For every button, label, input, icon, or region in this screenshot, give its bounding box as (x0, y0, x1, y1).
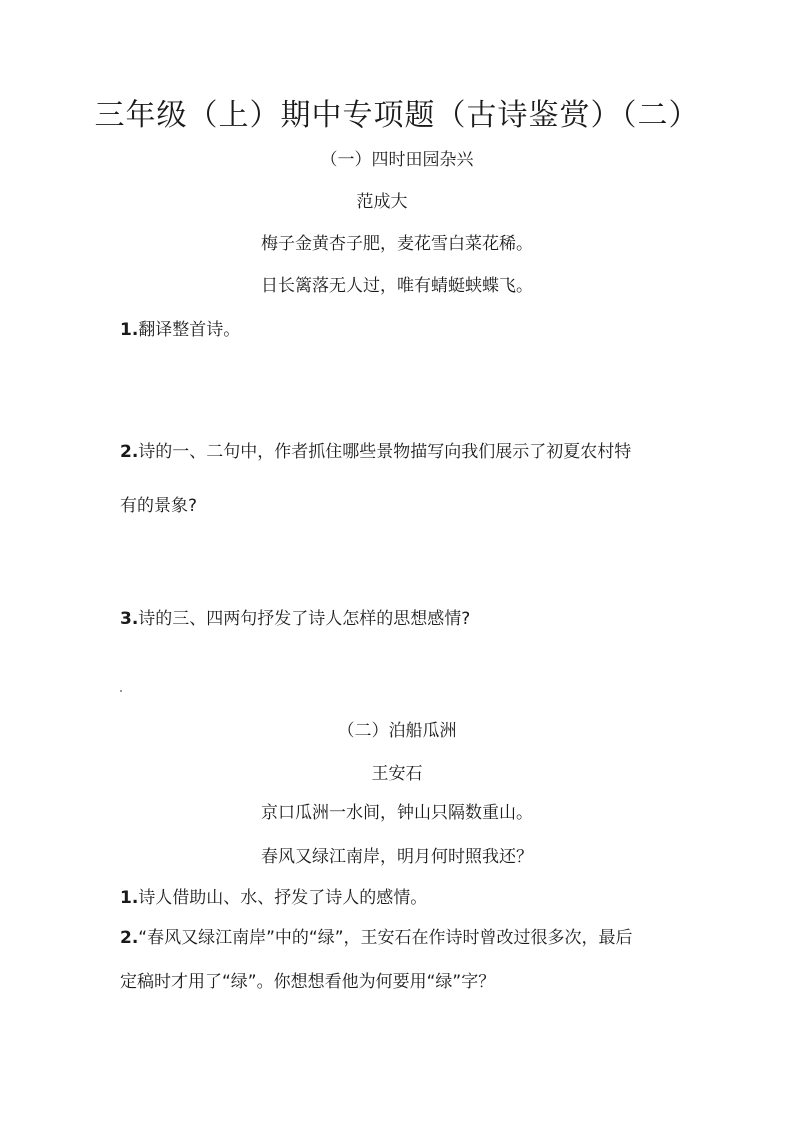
question-number: 1. (120, 320, 139, 340)
poem2-question-2 (120, 926, 633, 950)
question-number: 2. (120, 928, 139, 948)
question-text: 翻译整首诗。 (138, 320, 241, 340)
poem2-heading: （二）泊船瓜洲 (337, 721, 457, 741)
question-text: 诗人借助山、水、抒发了诗人的感情。 (138, 888, 428, 908)
poem2-line-1: 京口瓜洲一水间，钟山只隔数重山。 (261, 803, 533, 823)
poem1-question-1 (120, 318, 240, 342)
poem2-question-1 (120, 886, 427, 910)
poem2-question-2-continued: 定稿时才用了“绿”。你想想看他为何要用“绿”字？ (120, 972, 496, 992)
stray-dot (120, 690, 122, 692)
question-number: 1. (120, 888, 139, 908)
poem1-line-1: 梅子金黄杏子肥，麦花雪白菜花稀。 (261, 234, 533, 254)
question-text: 诗的三、四两句抒发了诗人怎样的思想感情? (138, 609, 471, 629)
poem1-question-3 (120, 607, 470, 631)
poem1-question-2 (120, 440, 631, 464)
poem1-heading: （一）四时田园杂兴 (320, 150, 474, 170)
question-text: “春风又绿江南岸”中的“绿”，王安石在作诗时曾改过很多次，最后 (138, 928, 633, 948)
poem1-question-2-continued: 有的景象? (120, 496, 198, 516)
question-number: 3. (120, 609, 139, 629)
page-title: 三年级（上）期中专项题（古诗鉴赏）（二） (94, 98, 700, 133)
poem1-line-2: 日长篱落无人过，唯有蜻蜓蛱蝶飞。 (261, 276, 533, 296)
question-number: 2. (120, 442, 139, 462)
question-text: 诗的一、二句中，作者抓住哪些景物描写向我们展示了初夏农村特 (138, 442, 632, 462)
poem2-line-2: 春风又绿江南岸，明月何时照我还？ (261, 847, 533, 867)
poem2-author: 王安石 (371, 764, 423, 784)
poem1-author: 范成大 (356, 192, 408, 212)
